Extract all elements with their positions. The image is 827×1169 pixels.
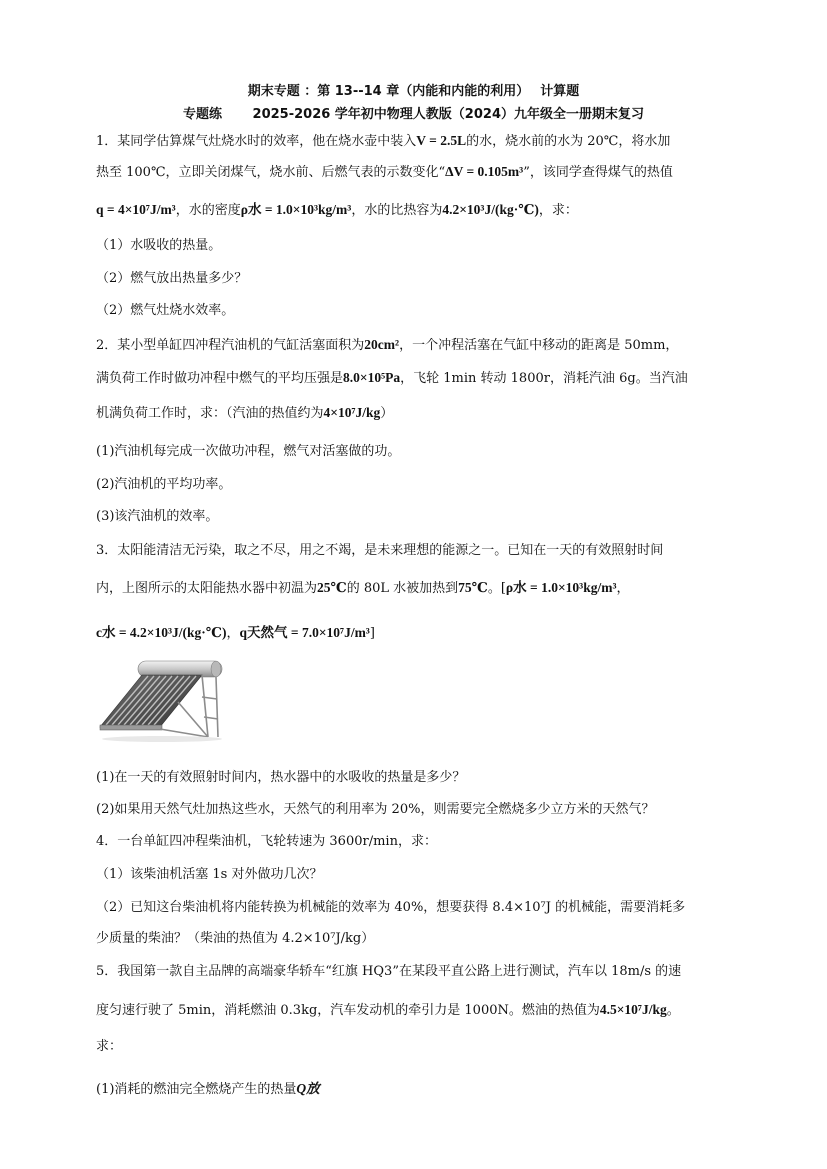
q2-line-3 — [96, 405, 736, 422]
q3-line-2 — [96, 580, 736, 597]
q3-formula-specific-heat: c水 = 4.2×10³J/(kg·℃) — [96, 625, 227, 640]
q1-sub-3: （2）燃气灶烧水效率。 — [96, 303, 235, 318]
solar-water-heater-icon — [98, 657, 226, 743]
q3-line-3 — [96, 625, 736, 642]
q1-formula-specific-heat: 4.2×10³J/(kg·℃) — [442, 202, 539, 217]
q1-line-1 — [96, 133, 736, 150]
q4-line-1: 4．一台单缸四冲程柴油机，飞轮转速为 3600r/min，求： — [96, 834, 437, 849]
page-title-line-1: 期末专题 ：第 13--14 章（内能和内能的利用） 计算题 — [247, 84, 580, 99]
solar-water-heater-image — [98, 657, 226, 743]
q1-formula-delta-v: ΔV = 0.105m³ — [445, 164, 524, 179]
q3-sub-1: (1)在一天的有效照射时间内，热水器中的水吸收的热量是多少？ — [96, 770, 466, 785]
q2-text: ，一个冲程活塞在气缸中移动的距离是 50mm， — [399, 338, 679, 353]
q3-text: ， — [226, 626, 240, 641]
q5-text: 。 — [666, 1003, 680, 1018]
q2-text: 机满负荷工作时，求：（汽油的热值约为 — [96, 406, 324, 421]
q2-text: 满负荷工作时做功冲程中燃气的平均压强是 — [96, 371, 344, 386]
q4-sub-2-line-1: （2）已知这台柴油机将内能转换为机械能的效率为 40%，想要获得 8.4×10⁷J 的机械能，需要消耗多 — [96, 900, 686, 915]
q4-sub-2-line-2: 少质量的柴油？（柴油的热值为 4.2×10⁷J/kg） — [96, 931, 375, 946]
q2-sub-1: (1)汽油机每完成一次做功冲程，燃气对活塞做的功。 — [96, 444, 401, 459]
q1-line-2 — [96, 164, 736, 181]
q3-text: 内，上图所示的太阳能热水器中初温为 — [96, 581, 318, 596]
q3-formula-density: ρ水 = 1.0×10³kg/m³ — [505, 580, 617, 595]
q3-text: 的 80L 水被加热到 — [346, 581, 459, 596]
q5-sub-1 — [96, 1081, 736, 1098]
q3-formula-gas-heat-value: q天然气 = 7.0×10⁷J/m³ — [239, 625, 370, 640]
q2-sub-3: (3)该汽油机的效率。 — [96, 509, 219, 524]
q3-text: ， — [616, 581, 630, 596]
q2-text: ） — [380, 406, 394, 421]
q3-sub-2: (2)如果用天然气灶加热这些水，天然气的利用率为 20%，则需要完全燃烧多少立方米的天然气？ — [96, 802, 655, 817]
q5-formula-heat-released: Q放 — [296, 1081, 320, 1096]
q1-sub-2: （2）燃气放出热量多少？ — [96, 271, 248, 286]
q1-line-3 — [96, 202, 736, 219]
q1-text: ”，该同学查得煤气的热值 — [523, 165, 673, 180]
page-title-line-2: 专题练 2025-2026 学年初中物理人教版（2024）九年级全一册期末复习 — [183, 107, 644, 122]
q2-sub-2: (2)汽油机的平均功率。 — [96, 477, 232, 492]
q5-line-2 — [96, 1002, 736, 1019]
q2-line-2 — [96, 370, 736, 387]
q5-text: 度匀速行驶了 5min，消耗燃油 0.3kg，汽车发动机的牵引力是 1000N。燃油的热值为 — [96, 1003, 600, 1018]
q3-text: 。[ — [487, 581, 506, 596]
q1-text: ，水的比热容为 — [351, 203, 443, 218]
q2-text: ，飞轮 1min 转动 1800r，消耗汽油 6g。当汽油 — [400, 371, 688, 386]
q5-text: (1)消耗的燃油完全燃烧产生的热量 — [96, 1082, 297, 1097]
q3-text: ] — [369, 626, 375, 641]
q3-line-1: 3．太阳能清洁无污染，取之不尽，用之不竭，是未来理想的能源之一。已知在一天的有效照射时间 — [96, 543, 664, 558]
q1-text: ，水的密度 — [175, 203, 241, 218]
q1-text: ，求： — [538, 203, 578, 218]
q2-formula-heat-value: 4×10⁷J/kg — [323, 405, 381, 420]
q1-sub-1: （1）水吸收的热量。 — [96, 238, 222, 253]
q2-text: 2．某小型单缸四冲程汽油机的气缸活塞面积为 — [96, 338, 365, 353]
q3-formula-final-temp: 75℃ — [458, 580, 488, 595]
q5-line-1: 5．我国第一款自主品牌的高端豪华轿车“红旗 HQ3”在某段平直公路上进行测试，汽车以 18m/s 的速 — [96, 964, 682, 979]
q4-sub-1: （1）该柴油机活塞 1s 对外做功几次？ — [96, 867, 323, 882]
q1-text: 的水，烧水前的水为 20℃，将水加 — [466, 134, 671, 149]
q3-formula-initial-temp: 25℃ — [317, 580, 347, 595]
q2-formula-area: 20cm² — [364, 337, 400, 352]
q1-formula-density: ρ水 = 1.0×10³kg/m³ — [240, 202, 352, 217]
q2-line-1 — [96, 337, 736, 354]
q1-formula-volume: V = 2.5L — [416, 133, 467, 148]
q5-line-3: 求： — [96, 1039, 123, 1054]
q1-text: 1．某同学估算煤气灶烧水时的效率，他在烧水壶中装入 — [96, 134, 417, 149]
q5-formula-heat-value: 4.5×10⁷J/kg — [599, 1002, 667, 1017]
q2-formula-pressure: 8.0×10⁵Pa — [343, 370, 401, 385]
q1-formula-heat-value: q = 4×10⁷J/m³ — [96, 202, 176, 217]
q1-text: 热至 100℃，立即关闭煤气，烧水前、后燃气表的示数变化“ — [96, 165, 446, 180]
